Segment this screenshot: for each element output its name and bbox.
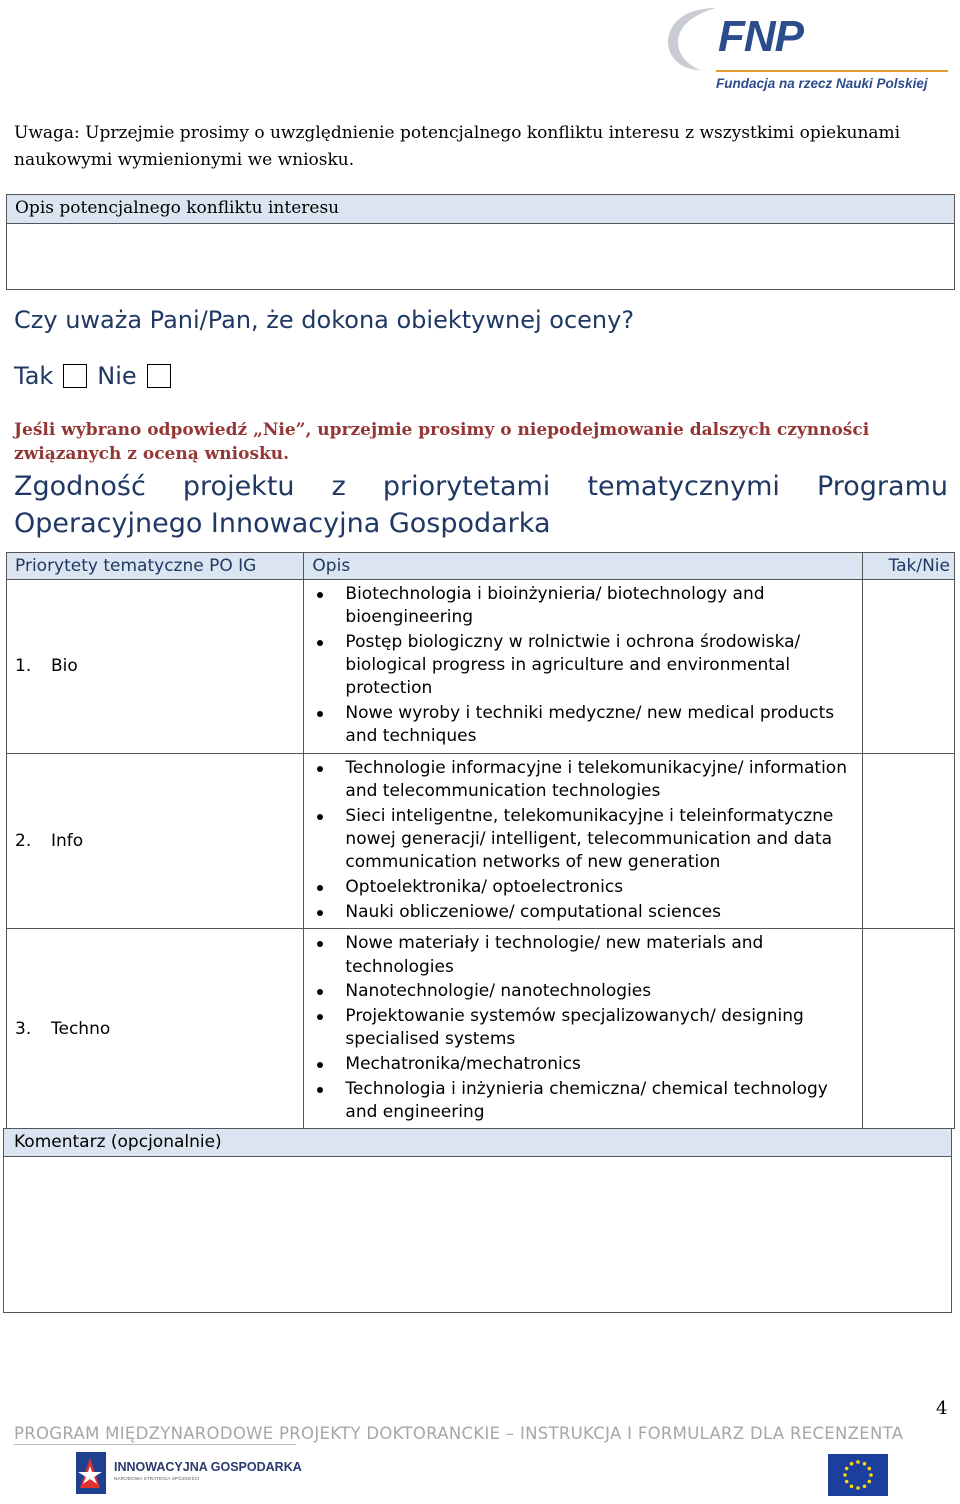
list-item: Optoelektronika/ optoelectronics [305, 876, 860, 899]
objectivity-question: Czy uważa Pani/Pan, że dokona obiektywnej oceny? [14, 306, 635, 334]
area-cell [7, 580, 304, 754]
comment-input[interactable] [4, 1157, 951, 1312]
list-item: Nauki obliczeniowe/ computational sciences [305, 901, 860, 924]
table-row [7, 753, 955, 928]
section-title: Zgodność projektu z priorytetami tematycznymi Programu Operacyjnego Innowacyjna Gospodarka [14, 471, 948, 539]
logo-underline [716, 70, 948, 72]
ig-emblem-icon [74, 1448, 110, 1498]
answer-cell[interactable] [862, 753, 954, 928]
header-priorities: Priorytety tematyczne PO IG [7, 553, 304, 580]
list-item: Biotechnologia i bioinżynieria/ biotechnology and bioengineering [305, 583, 860, 629]
objectivity-choice [14, 362, 181, 390]
description-cell [304, 580, 862, 754]
description-cell [304, 929, 862, 1129]
comment-label: Komentarz (opcjonalnie) [4, 1129, 951, 1157]
answer-cell[interactable] [862, 929, 954, 1129]
logo-name: FNP [718, 12, 803, 61]
table-row [7, 929, 955, 1129]
yes-checkbox[interactable] [63, 364, 87, 388]
footer-divider [14, 1444, 296, 1445]
list-item: Sieci inteligentne, telekomunikacyjne i teleinformatyczne nowej generacji/ intelligent, telecommunication and data communication networks of new generation [305, 805, 860, 875]
area-number: 2. [15, 831, 32, 852]
conflict-input[interactable] [7, 224, 954, 288]
answer-cell[interactable] [862, 580, 954, 754]
list-item: Mechatronika/mechatronics [305, 1053, 860, 1076]
fnp-logo [664, 4, 954, 96]
list-item: Projektowanie systemów specjalizowanych/ designing specialised systems [305, 1005, 860, 1051]
area-cell [7, 753, 304, 928]
yes-label: Tak [14, 362, 54, 390]
footer-program-title: PROGRAM MIĘDZYNARODOWE PROJEKTY DOKTORANCKIE – INSTRUKCJA I FORMULARZ DLA RECENZENTA [14, 1424, 904, 1443]
area-number: 3. [15, 1018, 32, 1039]
table-header-row [7, 553, 955, 580]
header-description: Opis [304, 553, 862, 580]
table-row [7, 580, 955, 754]
conflict-section [6, 194, 955, 290]
page-number: 4 [936, 1398, 948, 1419]
area-cell [7, 929, 304, 1129]
list-item: Technologia i inżynieria chemiczna/ chemical technology and engineering [305, 1078, 860, 1124]
list-item: Nowe materiały i technologie/ new materials and technologies [305, 932, 860, 978]
no-label: Nie [97, 362, 137, 390]
priorities-table [6, 552, 955, 1129]
conflict-label: Opis potencjalnego konfliktu interesu [7, 195, 954, 224]
if-no-note: Jeśli wybrano odpowiedź „Nie”, uprzejmie prosimy o niepodejmowanie dalszych czynności związanych z oceną wniosku. [14, 420, 870, 464]
list-item: Postęp biologiczny w rolnictwie i ochrona środowiska/ biological progress in agriculture and environmental protection [305, 631, 860, 701]
conflict-warning: Uwaga: Uprzejmie prosimy o uwzględnienie potencjalnego konfliktu interesu z wszystkimi opiekunami naukowymi wymienionymi we wniosku. [14, 123, 901, 170]
ig-logo-subtitle: NARODOWA STRATEGIA SPÓJNOŚCI [114, 1476, 200, 1481]
no-checkbox[interactable] [147, 364, 171, 388]
list-item: Nowe wyroby i techniki medyczne/ new medical products and techniques [305, 702, 860, 748]
area-name: Techno [51, 1018, 111, 1039]
logo-tagline: Fundacja na rzecz Nauki Polskiej [716, 76, 928, 91]
ig-logo-name: INNOWACYJNA GOSPODARKA [114, 1460, 302, 1474]
list-item: Technologie informacyjne i telekomunikacyjne/ information and telecommunication technologies [305, 757, 860, 803]
innowacyjna-gospodarka-logo [74, 1448, 304, 1498]
list-item: Nanotechnologie/ nanotechnologies [305, 980, 860, 1003]
area-name: Info [51, 831, 84, 852]
comment-section [3, 1128, 952, 1313]
fnp-emblem-icon [664, 4, 724, 74]
eu-flag-icon [828, 1454, 888, 1496]
area-number: 1. [15, 656, 32, 677]
description-cell [304, 753, 862, 928]
header-yes-no: Tak/Nie [862, 553, 954, 580]
area-name: Bio [51, 656, 78, 677]
